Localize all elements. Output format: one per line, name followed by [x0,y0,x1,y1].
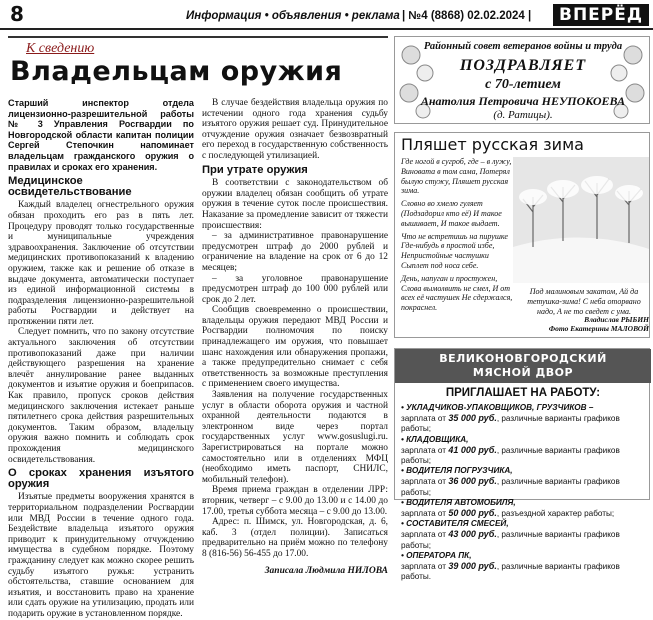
article-rubric: К сведению [8,36,388,58]
congrats-title: ПОЗДРАВЛЯЕТ [459,57,587,74]
salary-note: , различные варианты графиков работы. [401,562,620,582]
congrats-organization: Районный совет ветеранов войны и труда [423,41,623,52]
salary-note: , различные варианты графиков работы; [401,445,620,466]
salary-note: , различные варианты графиков работы; [401,414,620,434]
issue-number: | №4 (8868) 02.02.2024 | [402,10,532,22]
header-topics: Информация • объявления • реклама [186,10,400,22]
salary-prefix: зарплата от [401,445,447,455]
congratulation-box [394,36,650,124]
article-headline: Владельцам оружия [10,56,343,87]
poem-box [394,132,650,338]
jobs-list [401,403,647,582]
salary-prefix: зарплата от [401,477,447,487]
salary-amount: 35 000 руб. [448,413,497,424]
salary-note: , разъездной характер работы; [496,509,615,519]
article-weapons [8,36,388,619]
article-lead: Старший инспектор отдела лицензионно-разрешительной работы № 3 Управления Росгвардии по Новгородской области капитан полиции Сергей Степочкин напоминает владельцам гражданского оружия о правилах и сроках его хранения. [8,98,194,172]
poem-verses [401,157,517,313]
jobs-invite: ПРИГЛАШАЕТ НА РАБОТУ: [445,387,601,399]
job-salary [401,508,647,519]
poem-verse: Под малиновым закатом, Ай да тетушка-зима! С неба оторвано надо, А не то сведет с ума. [527,287,641,316]
paragraph: – за уголовное правонарушение предусмотрен штраф до 100 000 рублей или срок до 2 лет. [202,273,388,305]
salary-prefix: зарплата от [401,562,447,572]
poem-verse: Где ногой в сугроб, где – в лужу, Виновата в том сама, Потерял былую стужу, Пляшет русская зима. [401,157,512,196]
job-salary [401,561,647,582]
paragraph: Заявления на получение государственных услуг в области оборота оружия и частной охранной деятельности подаются в электронном виде через портал государственных услуг www.gosuslugi.ru. Зарегистрироваться на портале можно самостоятельно или в отделениях МФЦ (необходимо иметь паспорт, СНИЛС, мобильный телефон). [202,390,388,485]
page-header [0,0,653,30]
poem-verse: Что не встретишь на пирушке Где-нибудь в простой избе, Непристойные частушки Сыплет под носа себе. [401,231,508,270]
poem-verse: Словно во хмелю гуляет (Подзадорил кто её) И такое вышивает, И такое выдает. [401,199,502,228]
job-salary [401,476,647,497]
job-title: • ВОДИТЕЛЯ АВТОМОБИЛЯ, [401,497,516,507]
salary-note: , различные варианты графиков работы; [401,477,620,497]
salary-amount: 41 000 руб. [448,444,497,455]
paragraph: Каждый владелец огнестрельного оружия обязан проходить его раз в пять лет. Процедуру проводят только государственные и муниципальные учреждения здравоохранения. Заключение об отсутствии медицинских противопоказаний к владению оружием, также как и решение об отказе в выдаче документа, автоматически поступает из единой информационной системы в подразделения лицензионно-разрешительной работы Росгвардии и действует на протяжении пяти лет. [8,200,194,327]
job-advertisement [394,348,650,582]
paragraph: Адрес: п. Шимск, ул. Новгородская, д. 6, каб. 3 (отдел полиции). Записаться предварительно на приём можно по телефону 8 (816-56) 56-455 до 17.00. [202,517,388,559]
congrats-person: Анатолия Петровича НЕУПОКОЕВА [420,94,626,108]
page-number: 8 [10,2,24,26]
section-title: При утрате оружия [202,163,308,176]
congrats-occasion: с 70-летием [485,77,561,92]
paragraph: Сообщив своевременно о происшествии, владельцы оружия передают МВД России и Росгвардии полномочия по поиску принадлежащего им оружия, что повышает шанс нахождения или обнаружения пропажи, а также предупредительно снимает с себя ответственность за возможные преступления с применением своего имущества. [202,305,388,390]
poem-verse: День, напуган и простужен, Слова вымолвить не смел, И от всех её частушек Не сдержался, покраснел. [401,273,513,313]
article-column-2 [202,98,388,576]
paragraph: Изъятые предметы вооружения хранятся в территориальном подразделении Росгвардии или МВД России в течение одного года. Бездействие владельца изъятого оружия приводит к принудительному отчуждению имущества в судебном порядке. Поэтому гражданину следует как можно скорее решить судьбу изъятого ружья: устранить обстоятельства, ставшие основанием для изъятия, и восстановить право на хранение или сдать оружие на утилизацию, продать или подарить оружие в установленном порядке. [8,492,194,619]
poem-author: Владислав РЫБИН Фото Екатерины МАЛОВОЙ [519,315,649,333]
salary-amount: 43 000 руб. [448,529,497,540]
salary-prefix: зарплата от [401,509,447,519]
job-title: • УКЛАДЧИКОВ-УПАКОВЩИКОВ, ГРУЗЧИКОВ – [401,403,594,412]
congrats-village: (д. Ратицы). [493,109,553,121]
salary-prefix: зарплата от [401,530,447,540]
poem-title: Пляшет русская зима [401,135,584,154]
paragraph: В соответствии с законодательством об оружии владелец обязан сообщить об утрате оружия в течение суток после происшествия. Наказание за промедление зависит от тяжести происшествия: [202,178,388,231]
company-name: ВЕЛИКОНОВГОРОДСКИЙ МЯСНОЙ ДВОР [395,349,651,383]
salary-prefix: зарплата от [401,414,447,424]
paragraph: Время приема граждан в отделении ЛРР: вторник, четверг – с 9.00 до 13.00 и с 14.00 до 17.00, третья суббота месяца – с 9.00 до 13.00. [202,485,388,517]
article-column-1 [8,98,194,620]
job-title: • КЛАДОВЩИКА, [401,434,469,444]
section-title: Медицинское освидетельствование [8,175,132,198]
job-title: • ОПЕРАТОРА ПК, [401,550,472,560]
salary-amount: 50 000 руб. [448,508,497,519]
job-title: • ВОДИТЕЛЯ ПОГРУЗЧИКА, [401,466,513,476]
salary-note: , различные варианты графиков работы; [401,530,620,550]
paragraph: Следует помнить, что по закону отсутствие актуального заключения об отсутствии противопоказаний даже при наличии действующего разрешения на хранение влечёт аннулирование ранее выданных документов и изъятие оружия и боеприпасов. Как правило, пропуск сроков действия медицинского заключения истекает раньше пятилетнего срока действия разрешительных документов. Таким образом, владельцу оружия важно помнить и соблюдать срок прохождения медицинского освидетельствования. [8,327,194,465]
newspaper-logo: ВПЕРЁД [553,4,649,26]
article-signature: Записала Людмила НИЛОВА [264,565,388,576]
section-title: О сроках хранения изъятого оружия [8,467,194,490]
job-salary [401,413,647,434]
paragraph: В случае бездействия владельца оружия по истечении одного года хранения судьбу изъятого оружия решает суд. Принудительное отчуждение оружия означает безвозвратный его переход в государственную собственность с последующей утилизацией. [202,98,388,161]
job-salary [401,529,647,550]
paragraph: – за административное правонарушение предусмотрен штраф до 2000 рублей и ограничение на владение на срок от 6 до 12 месяцев; [202,231,388,273]
job-title: • СОСТАВИТЕЛЯ СМЕСЕЙ, [401,519,509,529]
salary-amount: 39 000 руб. [448,561,497,572]
salary-amount: 36 000 руб. [448,476,497,487]
job-salary [401,445,647,466]
winter-photo [513,157,649,283]
photo-credit: Фото Екатерины МАЛОВОЙ [548,324,649,333]
